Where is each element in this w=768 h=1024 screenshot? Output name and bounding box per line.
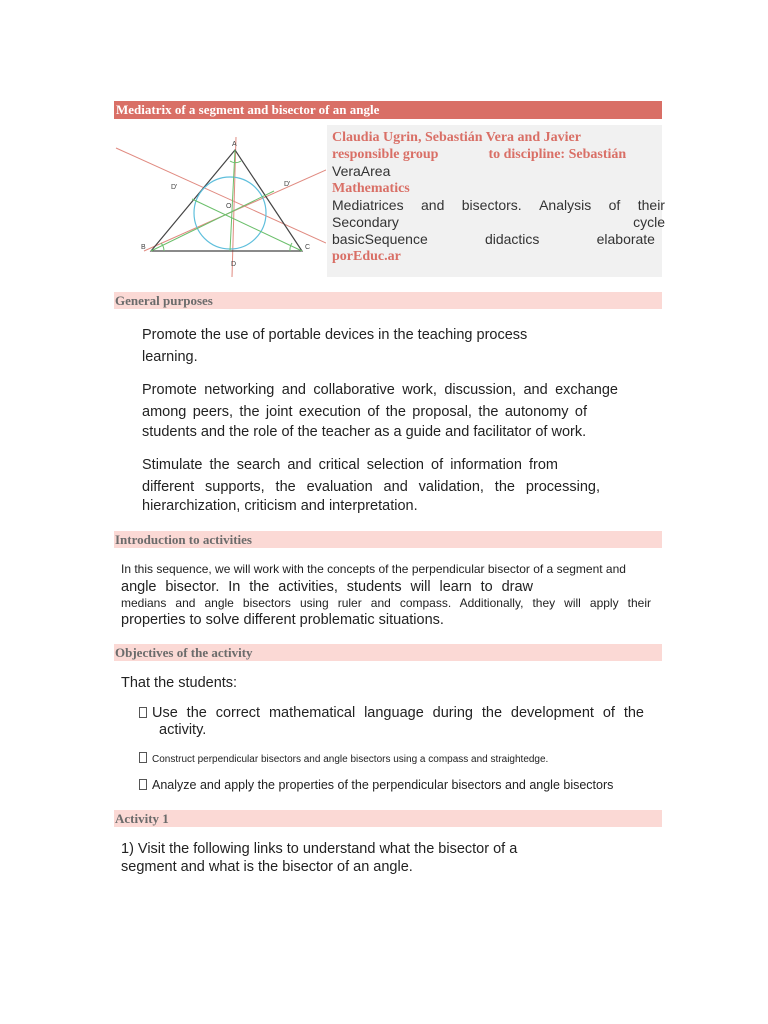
objectives-lead: That the students: <box>121 675 238 691</box>
label-c: C <box>305 244 311 251</box>
label-o: O <box>226 203 232 210</box>
intro-line-4: properties to solve different problematic situations. <box>121 612 444 628</box>
arc-b <box>161 243 164 251</box>
authors-line: Claudia Ugrin, Sebastián Vera and Javier <box>332 130 581 145</box>
purpose-3-line-3: hierarchization, criticism and interpretation. <box>142 498 418 514</box>
activity-1-line-2: segment and what is the bisector of an angle. <box>121 859 413 875</box>
topic-line: Mediatrices and bisectors. Analysis of their <box>332 197 665 213</box>
triangle-figure <box>114 125 326 277</box>
purpose-1-line-2: learning. <box>142 349 198 365</box>
label-d-prime-right: D' <box>284 181 291 188</box>
responsible-line <box>332 146 662 163</box>
area-line: VeraArea <box>332 163 391 179</box>
purpose-2-line-1: Promote networking and collaborative work, discussion, and exchange <box>142 382 618 398</box>
label-b: B <box>141 244 146 251</box>
objective-1: Use the correct mathematical language during the development of the <box>139 703 644 723</box>
intro-line-2: angle bisector. In the activities, students will learn to draw <box>121 579 533 595</box>
bisector-line-1 <box>116 148 326 243</box>
purpose-3-line-2: different supports, the evaluation and validation, the processing, <box>142 479 600 495</box>
objective-2: Construct perpendicular bisectors and angle bisectors using a compass and straightedge. <box>139 752 548 765</box>
section-introduction: Introduction to activities <box>114 531 662 548</box>
triangle-diagram <box>114 125 326 277</box>
subject-line: Mathematics <box>332 181 410 196</box>
cycle-line: Secondary cycle <box>332 214 665 230</box>
objective-3: Analyze and apply the properties of the perpendicular bisectors and angle bisectors <box>139 778 613 792</box>
median-b <box>151 191 274 251</box>
objective-1-line-2: activity. <box>159 722 207 738</box>
triangle-abc <box>151 150 302 251</box>
purpose-3-line-1: Stimulate the search and critical selection of information from <box>142 457 558 473</box>
purpose-2-line-3: students and the role of the teacher as a guide and facilitator of work. <box>142 424 587 440</box>
intro-line-1: In this sequence, we will work with the concepts of the perpendicular bisector of a segment and <box>121 562 626 576</box>
responsible-label: responsible group <box>332 147 439 162</box>
section-objectives: Objectives of the activity <box>114 644 662 661</box>
section-activity-1: Activity 1 <box>114 810 662 827</box>
document-title: Mediatrix of a segment and bisector of an angle <box>114 101 662 119</box>
label-a: A <box>232 141 237 148</box>
activity-1-line-1: 1) Visit the following links to understand what the bisector of a <box>121 841 518 857</box>
intro-line-3: medians and angle bisectors using ruler and compass. Additionally, they will apply their <box>121 596 651 610</box>
label-d-prime-left: D' <box>171 184 178 191</box>
section-general-purposes: General purposes <box>114 292 662 309</box>
label-d: D <box>231 261 237 268</box>
discipline-label: to discipline: Sebastián <box>488 147 627 162</box>
bullet-box-icon <box>139 779 147 790</box>
bullet-box-icon <box>139 707 147 718</box>
purpose-2-line-2: among peers, the joint execution of the proposal, the autonomy of <box>142 404 587 420</box>
bullet-box-icon <box>139 752 147 763</box>
sequence-line: basicSequence didactics elaborate <box>332 231 655 247</box>
arc-c <box>290 243 292 251</box>
purpose-1-line-1: Promote the use of portable devices in the teaching process <box>142 327 528 343</box>
info-box <box>327 125 665 277</box>
source-line: porEduc.ar <box>332 249 401 264</box>
